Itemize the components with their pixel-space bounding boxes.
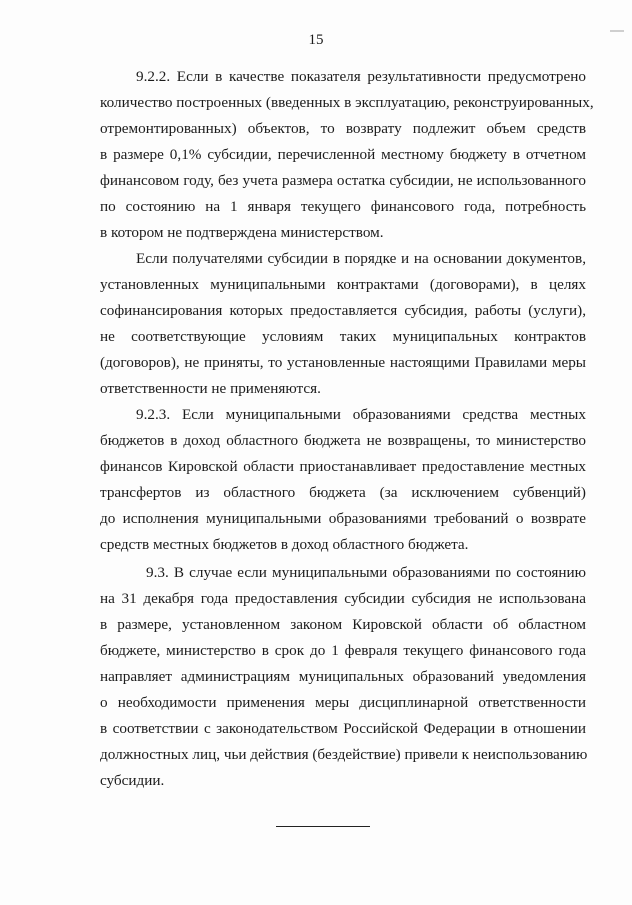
text-line: субсидии. xyxy=(100,772,165,789)
text-line: не соответствующие условиям таких муниципальных контрактов xyxy=(100,328,586,345)
text-line: 9.2.2. Если в качестве показателя результативности предусмотрено xyxy=(136,68,586,85)
text-line: ответственности не применяются. xyxy=(100,380,321,397)
text-line: бюджетов в доход областного бюджета не возвращены, то министерство xyxy=(100,432,586,449)
page-number: 15 xyxy=(308,32,324,48)
text-line: на 31 декабря года предоставления субсидии субсидия не использована xyxy=(100,590,586,607)
text-line: в котором не подтверждена министерством. xyxy=(100,224,384,241)
text-line: должностных лиц, чьи действия (бездействие) привели к неиспользованию xyxy=(100,746,588,763)
text-line: средств местных бюджетов в доход областного бюджета. xyxy=(100,536,469,553)
text-line: 9.3. В случае если муниципальными образованиями по состоянию xyxy=(146,564,586,581)
text-line: бюджете, министерство в срок до 1 февраля текущего финансового года xyxy=(100,642,586,659)
text-line: финансов Кировской области приостанавливает предоставление местных xyxy=(100,458,586,475)
text-line: в размере, установленном законом Кировской области об областном xyxy=(100,616,586,633)
text-line: Если получателями субсидии в порядке и на основании документов, xyxy=(136,250,586,267)
text-line: направляет администрациям муниципальных образований уведомления xyxy=(100,668,586,685)
text-line: трансфертов из областного бюджета (за исключением субвенций) xyxy=(100,484,586,501)
text-line: количество построенных (введенных в эксплуатацию, реконструированных, xyxy=(100,94,594,111)
text-line: софинансирования которых предоставляется субсидия, работы (услуги), xyxy=(100,302,586,319)
text-line: в размере 0,1% субсидии, перечисленной местному бюджету в отчетном xyxy=(100,146,586,163)
text-line: по состоянию на 1 января текущего финансового года, потребность xyxy=(100,198,586,215)
text-line: о необходимости применения меры дисциплинарной ответственности xyxy=(100,694,586,711)
text-line: (договоров), не приняты, то установленные настоящими Правилами меры xyxy=(100,354,586,371)
text-line: 9.2.3. Если муниципальными образованиями средства местных xyxy=(136,406,586,423)
text-line: финансовом году, без учета размера остатка субсидии, не использованного xyxy=(100,172,586,189)
text-line: до исполнения муниципальными образованиями требований о возврате xyxy=(100,510,586,527)
end-separator-line xyxy=(276,826,370,827)
text-line: отремонтированных) объектов, то возврату подлежит объем средств xyxy=(100,120,586,137)
text-line: установленных муниципальными контрактами (договорами), в целях xyxy=(100,276,586,293)
text-line: в соответствии с законодательством Российской Федерации в отношении xyxy=(100,720,586,737)
